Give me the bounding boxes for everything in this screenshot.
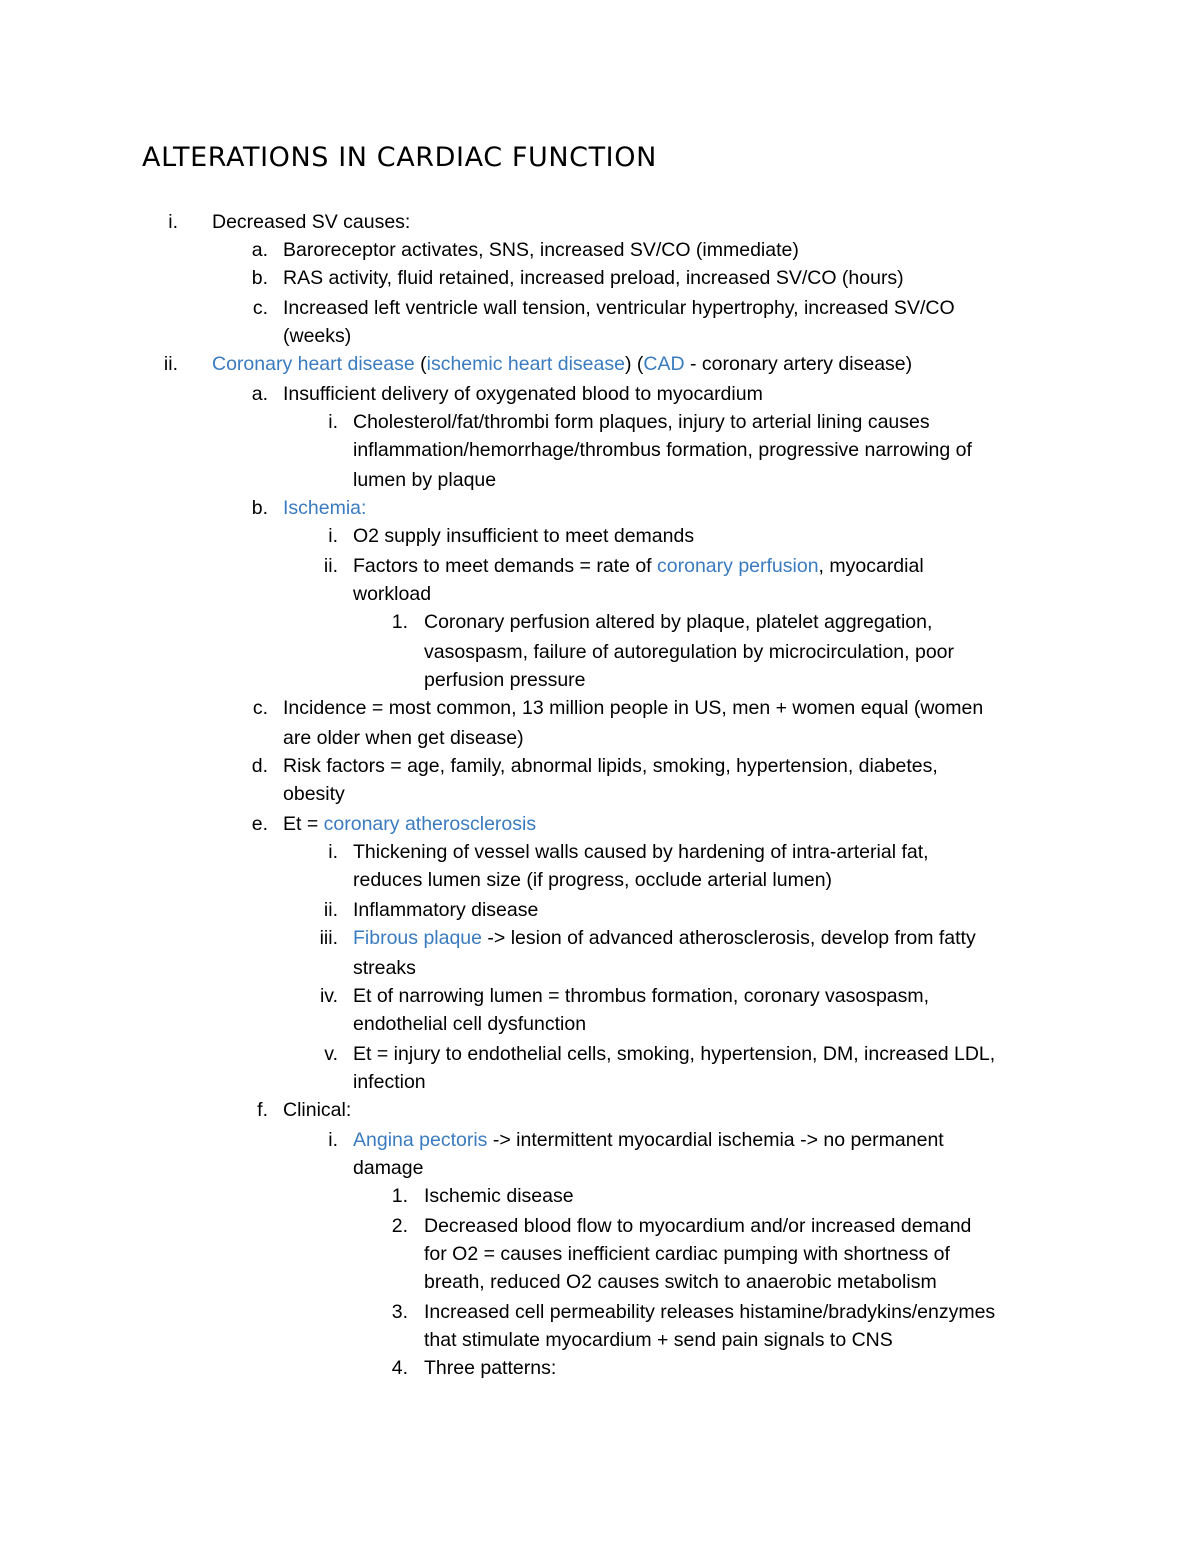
list-item-text: are older when get disease) xyxy=(283,727,524,749)
section-heading xyxy=(212,350,912,378)
list-marker: a. xyxy=(251,239,268,261)
list-marker: 3. xyxy=(391,1301,408,1323)
list-item-text: workload xyxy=(353,583,432,605)
highlighted-term: Ischemia: xyxy=(283,497,367,519)
list-item-text-segment: -> intermittent myocardial ischemia -> no permanent xyxy=(487,1129,944,1151)
list-item-text xyxy=(353,1126,944,1154)
highlighted-term: coronary atherosclerosis xyxy=(323,813,537,835)
list-item-text: Increased left ventricle wall tension, ventricular hypertrophy, increased SV/CO xyxy=(283,297,955,319)
list-item-text: Cholesterol/fat/thrombi form plaques, injury to arterial lining causes xyxy=(353,411,930,433)
list-item-text: vasospasm, failure of autoregulation by microcirculation, poor xyxy=(424,641,955,663)
heading-text: ( xyxy=(414,353,427,375)
list-item-text: infection xyxy=(353,1071,426,1093)
list-marker: iv. xyxy=(319,985,338,1007)
list-marker: c. xyxy=(252,297,268,319)
list-item-text: reduces lumen size (if progress, occlude arterial lumen) xyxy=(353,869,833,891)
list-item-text: Ischemic disease xyxy=(424,1185,574,1207)
highlighted-term: Fibrous plaque xyxy=(353,927,482,949)
list-marker: a. xyxy=(251,383,268,405)
heading-text: ) ( xyxy=(624,353,644,375)
list-marker: e. xyxy=(251,813,268,835)
page-title: ALTERATIONS IN CARDIAC FUNCTION xyxy=(142,142,657,173)
list-item-text: Increased cell permeability releases histamine/bradykins/enzymes xyxy=(424,1301,996,1323)
list-item-text: O2 supply insufficient to meet demands xyxy=(353,525,695,547)
list-item-text xyxy=(353,552,924,580)
list-marker: i. xyxy=(328,525,338,547)
list-item-text: endothelial cell dysfunction xyxy=(353,1013,587,1035)
list-marker: i. xyxy=(328,1129,338,1151)
list-marker: ii. xyxy=(323,555,338,577)
list-item-text: Decreased SV causes: xyxy=(212,211,411,233)
list-item-text: breath, reduced O2 causes switch to anaerobic metabolism xyxy=(424,1271,937,1293)
highlighted-term: coronary perfusion xyxy=(657,555,819,577)
list-item-text xyxy=(353,924,976,952)
list-item-text: (weeks) xyxy=(283,325,352,347)
highlighted-term: ischemic heart disease xyxy=(426,353,625,375)
list-marker: 4. xyxy=(391,1357,408,1379)
list-item-text: inflammation/hemorrhage/thrombus formation, progressive narrowing of xyxy=(353,439,972,461)
list-marker: i. xyxy=(168,211,178,233)
list-marker: i. xyxy=(328,411,338,433)
list-item-text: Inflammatory disease xyxy=(353,899,539,921)
list-item-text: obesity xyxy=(283,783,345,805)
list-marker: c. xyxy=(252,697,268,719)
highlighted-term: CAD xyxy=(643,353,685,375)
list-marker: f. xyxy=(257,1099,268,1121)
list-item-text-segment: , myocardial xyxy=(818,555,924,577)
list-item-text-segment: -> lesion of advanced atherosclerosis, develop from fatty xyxy=(482,927,976,949)
list-item-text: RAS activity, fluid retained, increased preload, increased SV/CO (hours) xyxy=(283,267,904,289)
list-item-text: Coronary perfusion altered by plaque, platelet aggregation, xyxy=(424,611,933,633)
list-item-text: perfusion pressure xyxy=(424,669,586,691)
list-marker: iii. xyxy=(319,927,338,949)
list-item-text: Baroreceptor activates, SNS, increased SV/CO (immediate) xyxy=(283,239,799,261)
list-marker: ii. xyxy=(323,899,338,921)
heading-text: - coronary artery disease) xyxy=(684,353,913,375)
list-item-text: Three patterns: xyxy=(424,1357,557,1379)
list-item-text: Thickening of vessel walls caused by hardening of intra-arterial fat, xyxy=(353,841,929,863)
list-marker: b. xyxy=(251,267,268,289)
list-item-text: for O2 = causes inefficient cardiac pumping with shortness of xyxy=(424,1243,950,1265)
list-item-text: Decreased blood flow to myocardium and/or increased demand xyxy=(424,1215,972,1237)
list-marker: i. xyxy=(328,841,338,863)
list-item-text: Et of narrowing lumen = thrombus formation, coronary vasospasm, xyxy=(353,985,930,1007)
list-item-text-segment: Factors to meet demands = rate of xyxy=(353,555,658,577)
list-item-text: Risk factors = age, family, abnormal lipids, smoking, hypertension, diabetes, xyxy=(283,755,938,777)
list-marker: b. xyxy=(251,497,268,519)
highlighted-term: Angina pectoris xyxy=(353,1129,488,1151)
list-item-text: Insufficient delivery of oxygenated blood to myocardium xyxy=(283,383,763,405)
highlighted-term: Coronary heart disease xyxy=(212,353,415,375)
list-item-text-segment: Et = xyxy=(283,813,324,835)
list-item-text: that stimulate myocardium + send pain signals to CNS xyxy=(424,1329,893,1351)
list-marker: 2. xyxy=(391,1215,408,1237)
list-marker: ii. xyxy=(163,353,178,375)
list-marker: 1. xyxy=(391,611,408,633)
list-item-text: lumen by plaque xyxy=(353,469,497,491)
list-item-text xyxy=(283,810,536,838)
list-item-text: Clinical: xyxy=(283,1099,352,1121)
list-marker: v. xyxy=(324,1043,338,1065)
list-item-text: damage xyxy=(353,1157,424,1179)
list-marker: d. xyxy=(251,755,268,777)
list-item-text: Incidence = most common, 13 million people in US, men + women equal (women xyxy=(283,697,984,719)
list-item-text: streaks xyxy=(353,957,416,979)
list-marker: 1. xyxy=(391,1185,408,1207)
list-item-text: Et = injury to endothelial cells, smoking, hypertension, DM, increased LDL, xyxy=(353,1043,996,1065)
